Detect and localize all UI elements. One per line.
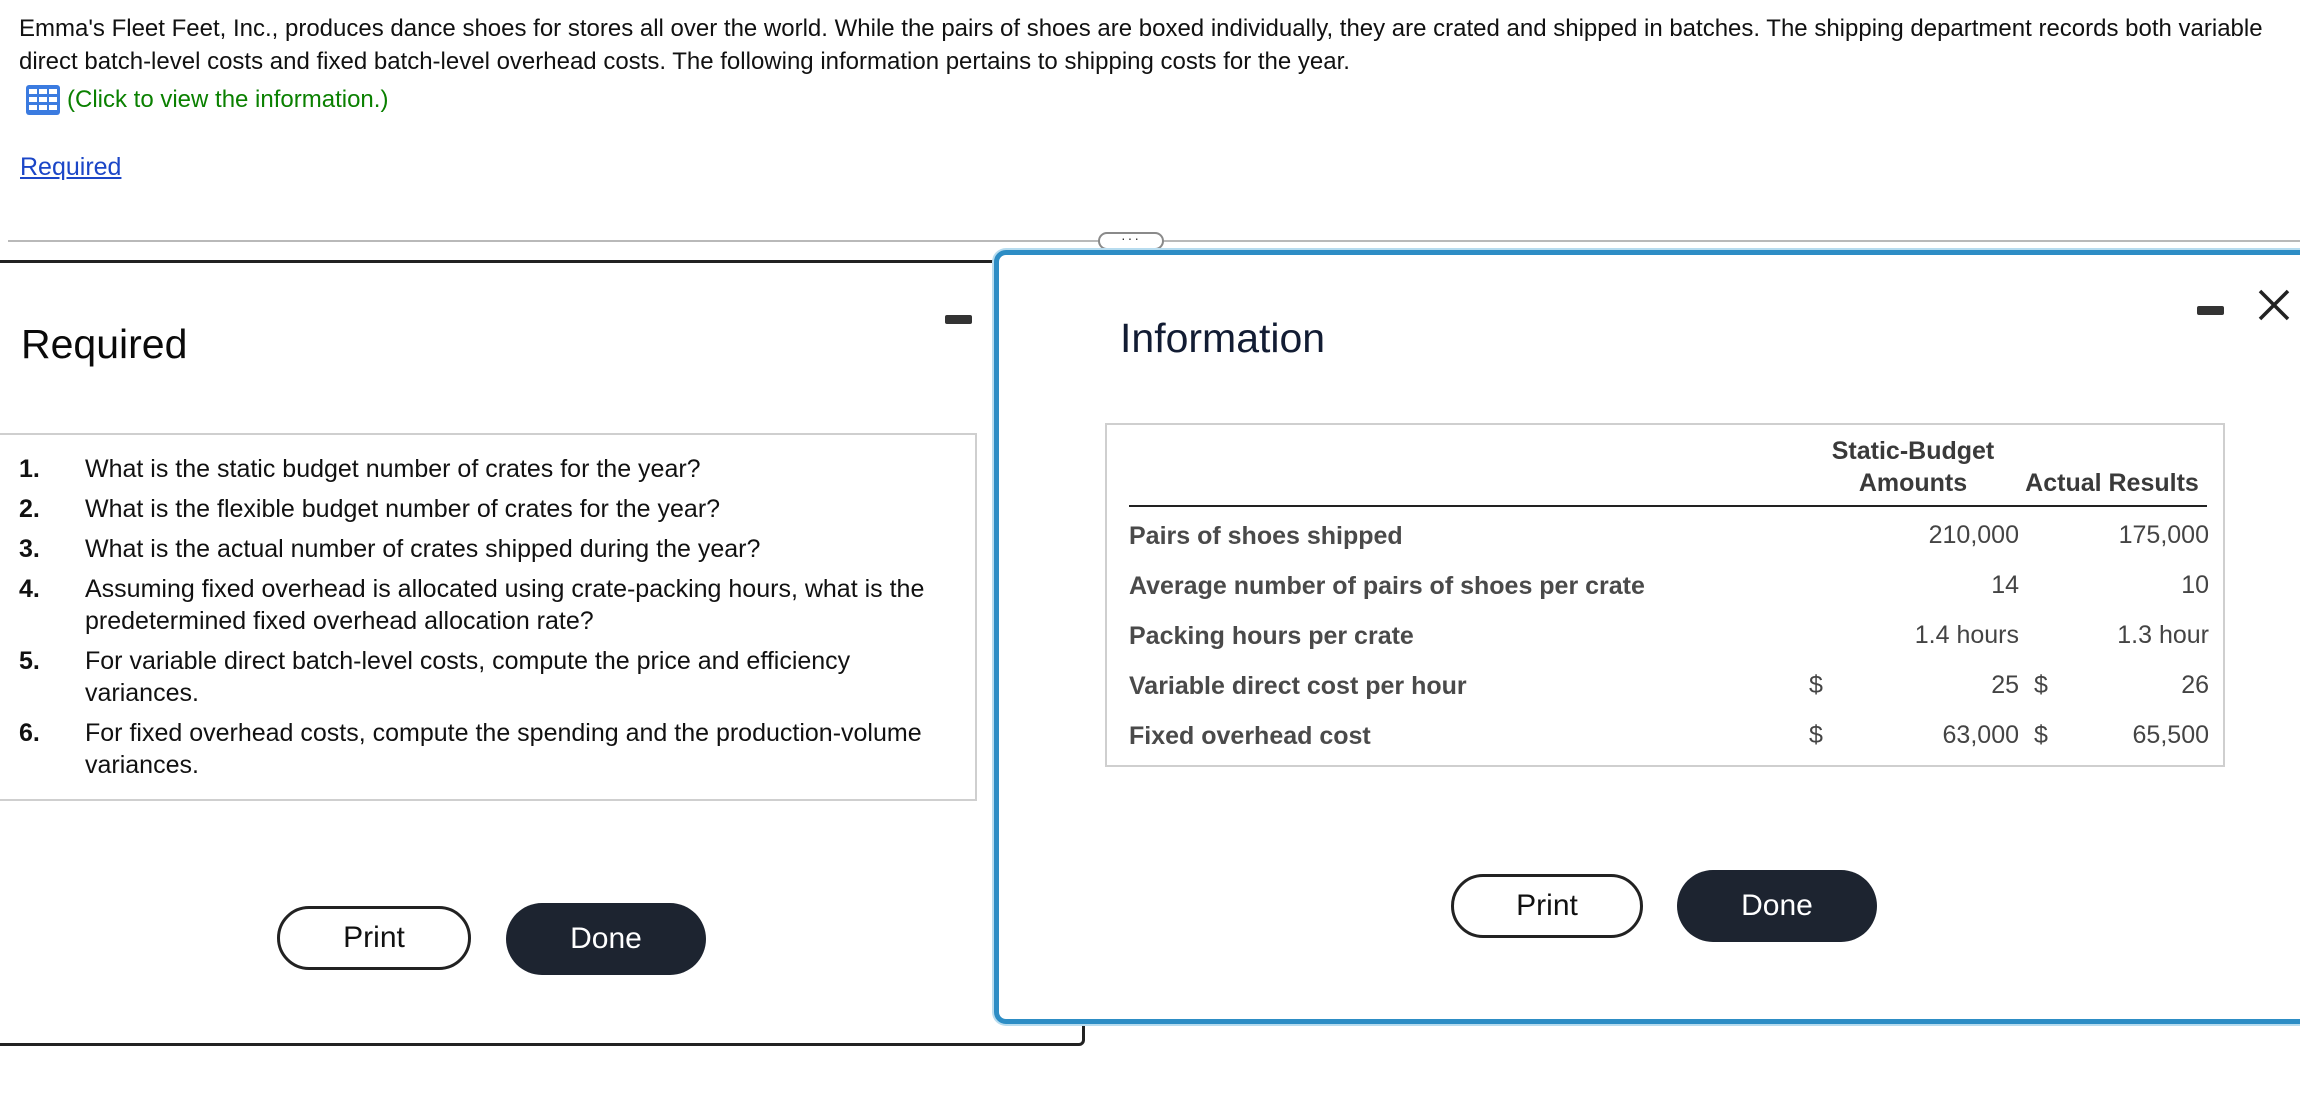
question-number: 4.	[19, 575, 40, 603]
actual-result-value: 175,000	[2118, 521, 2209, 549]
static-budget-value: 25	[1991, 671, 2019, 699]
required-dialog-title: Required	[21, 321, 188, 367]
actual-result-value: 65,500	[2132, 721, 2209, 749]
actual-result-value: 10	[2181, 571, 2209, 599]
list-item	[19, 453, 959, 485]
question-number: 1.	[19, 455, 40, 483]
information-table	[1105, 423, 2225, 767]
question-text: For variable direct batch-level costs, compute the price and efficiency variances.	[85, 647, 851, 707]
column-header-actual: Actual Results	[2025, 469, 2199, 497]
question-text: Assuming fixed overhead is allocated using crate-packing hours, what is the predetermined fixed overhead allocation rate?	[85, 575, 925, 635]
minimize-icon[interactable]	[2197, 306, 2224, 315]
print-button[interactable]: Print	[1451, 874, 1643, 938]
list-item	[19, 573, 959, 637]
row-label-packing-hours: Packing hours per crate	[1129, 622, 1414, 650]
question-number: 5.	[19, 647, 40, 675]
problem-statement: Emma's Fleet Feet, Inc., produces dance shoes for stores all over the world. While the pairs of shoes are boxed individually, they are crated and shipped in batches. The shipping department records both variable direct batch-level costs and fixed batch-level overhead costs. The following information pertains to shipping costs for the year.	[19, 15, 2263, 75]
question-number: 2.	[19, 495, 40, 523]
row-label-fixed-overhead: Fixed overhead cost	[1129, 722, 1371, 750]
list-item	[19, 533, 959, 565]
question-text: For fixed overhead costs, compute the spending and the production-volume variances.	[85, 719, 922, 779]
question-text: What is the flexible budget number of crates for the year?	[85, 495, 721, 523]
static-budget-value: 63,000	[1942, 721, 2019, 749]
question-text: What is the actual number of crates shipped during the year?	[85, 535, 761, 563]
header-rule	[1129, 505, 2207, 507]
question-text: What is the static budget number of crates for the year?	[85, 455, 701, 483]
actual-result-value: 1.3 hour	[2117, 621, 2209, 649]
list-item	[19, 645, 959, 709]
currency-symbol: $	[2034, 671, 2048, 699]
static-budget-value: 210,000	[1928, 521, 2019, 549]
done-button[interactable]: Done	[506, 903, 706, 975]
close-icon[interactable]	[2254, 285, 2294, 325]
done-button[interactable]: Done	[1677, 870, 1877, 942]
currency-symbol: $	[2034, 721, 2048, 749]
column-header-static-budget	[1793, 435, 2033, 499]
view-information-label[interactable]: (Click to view the information.)	[67, 86, 389, 113]
required-link[interactable]: Required	[20, 153, 122, 181]
information-dialog-title: Information	[1120, 315, 1326, 361]
column-header-line: Static-Budget	[1831, 437, 1995, 465]
list-item	[19, 717, 959, 781]
static-budget-value: 1.4 hours	[1914, 621, 2019, 649]
information-dialog	[994, 250, 2300, 1024]
divider-drag-handle[interactable]: ···	[1098, 232, 1164, 250]
column-header-line: Amounts	[1858, 469, 1968, 497]
print-button[interactable]: Print	[277, 906, 471, 970]
view-information-link[interactable]	[25, 84, 388, 116]
table-grid-icon	[25, 84, 61, 116]
row-label-pairs-shipped: Pairs of shoes shipped	[1129, 522, 1403, 550]
question-number: 3.	[19, 535, 40, 563]
minimize-icon[interactable]	[945, 315, 972, 324]
row-label-variable-cost: Variable direct cost per hour	[1129, 672, 1467, 700]
required-dialog	[0, 260, 1085, 1046]
actual-result-value: 26	[2181, 671, 2209, 699]
row-label-pairs-per-crate: Average number of pairs of shoes per crate	[1129, 572, 1645, 600]
question-number: 6.	[19, 719, 40, 747]
required-questions-box	[0, 433, 977, 801]
static-budget-value: 14	[1991, 571, 2019, 599]
list-item	[19, 493, 959, 525]
currency-symbol: $	[1809, 671, 1823, 699]
question-list	[19, 453, 959, 789]
currency-symbol: $	[1809, 721, 1823, 749]
